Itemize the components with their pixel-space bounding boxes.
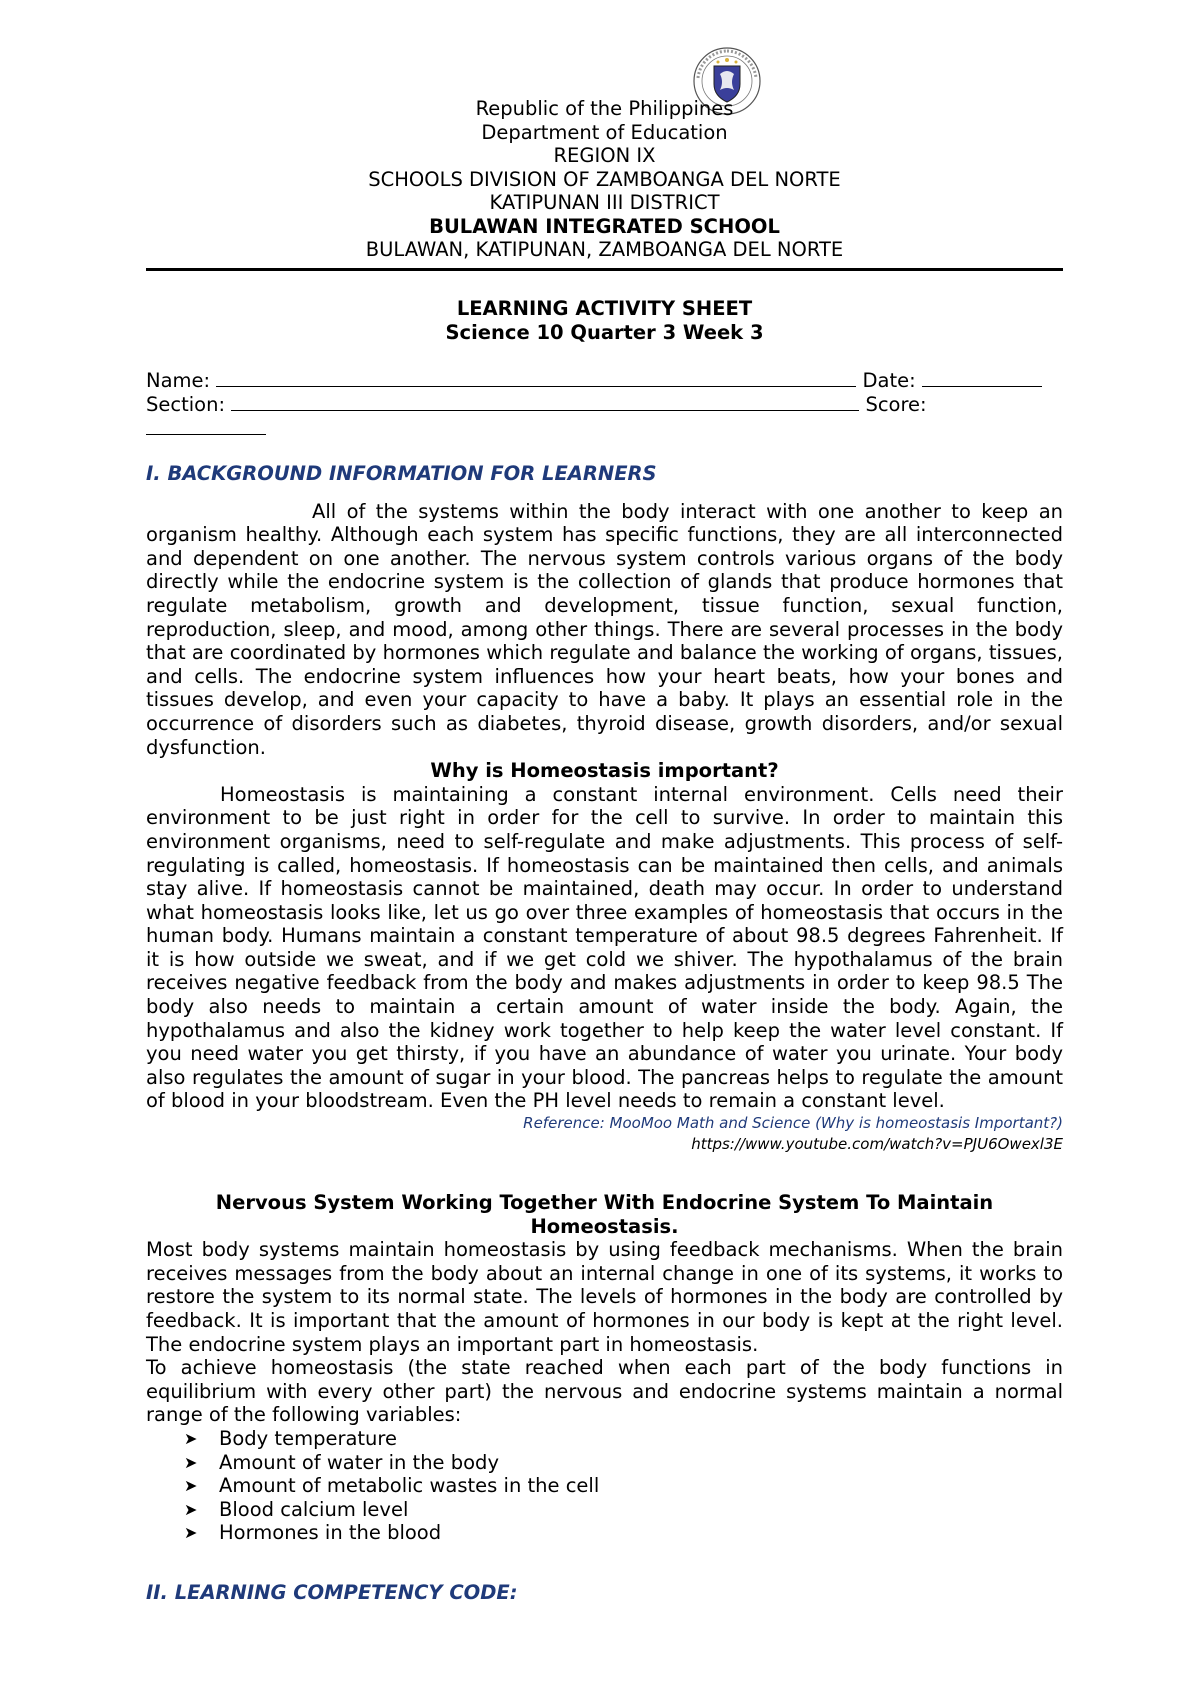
list-item: ➤ Amount of metabolic wastes in the cell bbox=[184, 1474, 600, 1498]
date-label: Date: bbox=[862, 369, 916, 392]
variables-paragraph: To achieve homeostasis (the state reached when each part of the body functions in equilibrium with every other part) the nervous and endocrine systems maintain a normal range of the following variables: bbox=[146, 1356, 1063, 1427]
name-blank[interactable] bbox=[216, 368, 856, 387]
header-school-address: BULAWAN, KATIPUNAN, ZAMBOANGA DEL NORTE bbox=[365, 238, 844, 261]
reference-citation: Reference: MooMoo Math and Science (Why is homeostasis Important?) bbox=[523, 1114, 1063, 1133]
list-item: ➤ Hormones in the blood bbox=[184, 1521, 442, 1545]
header-divider bbox=[146, 268, 1063, 271]
arrow-bullet-icon: ➤ bbox=[184, 1452, 198, 1472]
arrow-bullet-icon: ➤ bbox=[184, 1499, 198, 1519]
score-blank-row bbox=[146, 416, 1063, 440]
name-label: Name: bbox=[146, 369, 211, 392]
score-blank[interactable] bbox=[146, 416, 266, 435]
homeostasis-paragraph: Homeostasis is maintaining a constant internal environment. Cells need their environment to be just right in order for the cell to survive. In order to maintain this environment organisms, need to self-regulate and make adjustments. This process of self-regulating is called, homeostasis. If homeostasis can be maintained then cells, and animals stay alive. If homeostasis cannot be maintained, death may occur. In order to understand what homeostasis looks like, let us go over three examples of homeostasis that occurs in the human body. Humans maintain a constant temperature of about 98.5 degrees Fahrenheit. If it is how outside we sweat, and if we get cold we shiver. The hypothalamus of the brain receives negative feedback from the body and makes adjustments in order to keep 98.5 The body also needs to maintain a certain amount of water inside the body. Again, the hypothalamus and also the kidney work together to help keep the water level constant. If you need water you get thirsty, if you have an abundance of water you urinate. Your body also regulates the amount of sugar in your blood. The pancreas helps to regulate the amount of blood in your bloodstream. Even the PH level needs to remain a constant level. bbox=[146, 782, 1063, 1113]
header-department: Department of Education bbox=[481, 120, 728, 144]
section-label: Section: bbox=[146, 393, 226, 416]
header-school-name: BULAWAN INTEGRATED SCHOOL bbox=[429, 214, 780, 238]
sheet-title bbox=[146, 297, 1063, 345]
arrow-bullet-icon: ➤ bbox=[184, 1523, 198, 1543]
list-item: ➤ Amount of water in the body bbox=[184, 1450, 499, 1474]
section-1 bbox=[146, 462, 1063, 1605]
nervous-endocrine-heading: Nervous System Working Together With Endocrine System To Maintain Homeostasis. bbox=[215, 1191, 994, 1238]
intro-paragraph: All of the systems within the body interact with one another to keep an organism healthy. Although each system has specific functions, they are all interconnected and dependent on one another. The nervous system controls various organs of the body directly while the endocrine system is the collection of glands that produce hormones that regulate metabolism, growth and development, tissue function, sexual function, reproduction, sleep, and mood, among other things. There are several processes in the body that are coordinated by hormones which regulate and balance the working of organs, tissues, and cells. The endocrine system influences how your heart beats, how your bones and tissues develop, and even your capacity to have a baby. It plays an essential role in the occurrence of disorders such as diabetes, thyroid disease, growth disorders, and/or sexual dysfunction. bbox=[146, 499, 1063, 759]
feedback-paragraph: Most body systems maintain homeostasis by using feedback mechanisms. When the brain receives messages from the body about an internal change in one of its systems, it works to restore the system to its normal state. The levels of hormones in the body are controlled by feedback. It is important that the amount of hormones in our body is kept at the right level. The endocrine system plays an important part in homeostasis. bbox=[146, 1238, 1063, 1356]
arrow-bullet-icon: ➤ bbox=[184, 1428, 198, 1448]
date-blank[interactable] bbox=[922, 368, 1042, 387]
section-blank[interactable] bbox=[231, 392, 859, 411]
header-region: REGION IX bbox=[553, 144, 656, 167]
sheet-title-main: LEARNING ACTIVITY SHEET bbox=[456, 297, 753, 320]
homeostasis-subheading: Why is Homeostasis important? bbox=[430, 759, 779, 783]
letterhead bbox=[146, 97, 1063, 262]
arrow-bullet-icon: ➤ bbox=[184, 1476, 198, 1496]
name-date-row bbox=[146, 368, 1063, 392]
header-district: KATIPUNAN III DISTRICT bbox=[489, 191, 720, 214]
list-item: ➤ Blood calcium level bbox=[184, 1497, 409, 1521]
score-label: Score: bbox=[865, 393, 927, 416]
section-score-row bbox=[146, 392, 1063, 416]
variables-list bbox=[146, 1427, 1063, 1545]
student-info-fields bbox=[146, 368, 1063, 440]
sheet-title-sub: Science 10 Quarter 3 Week 3 bbox=[445, 321, 764, 344]
header-division: SCHOOLS DIVISION OF ZAMBOANGA DEL NORTE bbox=[368, 167, 841, 191]
section-1-heading: I. BACKGROUND INFORMATION FOR LEARNERS bbox=[146, 462, 657, 485]
reference-link[interactable]: https://www.youtube.com/watch?v=PJU6Owexl3E bbox=[691, 1135, 1063, 1154]
section-2-heading: II. LEARNING COMPETENCY CODE: bbox=[146, 1580, 518, 1604]
list-item: ➤ Body temperature bbox=[184, 1426, 397, 1450]
header-republic: Republic of the Philippines bbox=[475, 97, 734, 120]
